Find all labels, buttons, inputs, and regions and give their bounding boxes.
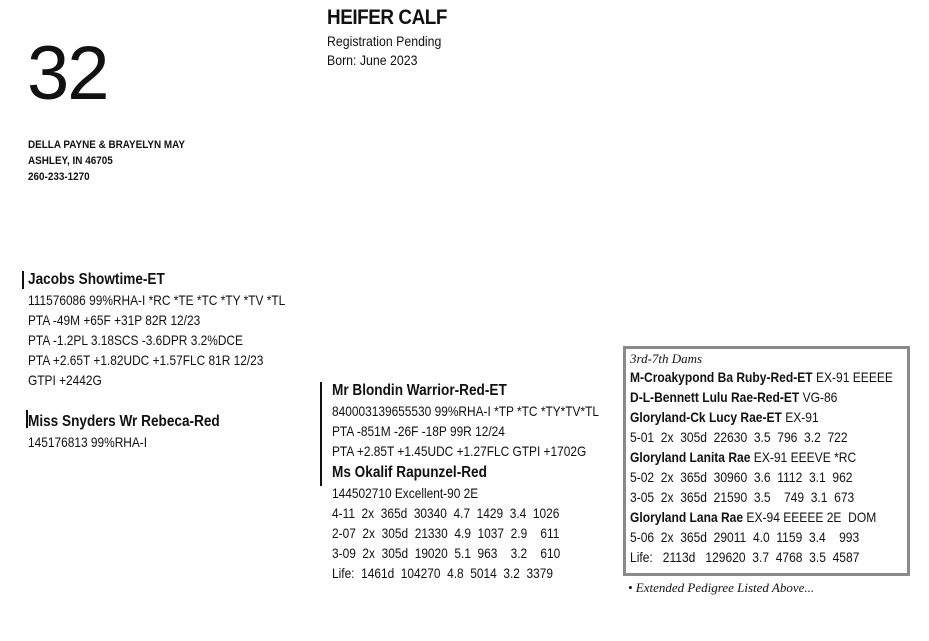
animal-title: HEIFER CALF: [327, 6, 447, 29]
registration-status: Registration Pending: [327, 33, 442, 49]
dam-of-sire-name: Miss Snyders Wr Rebeca-Red: [28, 413, 220, 430]
sire-of-sire-line: GTPI +2442G: [28, 372, 102, 388]
lot-number: 32: [27, 31, 108, 116]
sire-line: PTA +2.85T +1.45UDC +1.27FLC GTPI +1702G: [332, 443, 587, 459]
sire-line: 840003139655530 99%RHA-I *TP *TC *TY*TV*TL: [332, 403, 600, 419]
sire-of-sire-line: PTA -49M +65F +31P 82R 12/23: [28, 312, 201, 328]
dam-record: 5-01 2x 305d 22630 3.5 796 3.2 722: [630, 429, 848, 445]
extended-dams-box: [623, 346, 910, 576]
dam-entry: Gloryland-Ck Lucy Rae-ET EX-91: [630, 409, 819, 425]
pedigree-footnote: • Extended Pedigree Listed Above...: [628, 580, 815, 595]
dam-record: Life: 2113d 129620 3.7 4768 3.5 4587: [630, 549, 860, 565]
sire-of-sire-name: Jacobs Showtime-ET: [28, 271, 165, 288]
dam-record: 5-02 2x 365d 30960 3.6 1112 3.1 962: [630, 469, 853, 485]
dams-heading: 3rd-7th Dams: [630, 351, 703, 366]
owner-phone: 260-233-1270: [28, 171, 90, 183]
dam-entry: D-L-Bennett Lulu Rae-Red-ET VG-86: [630, 389, 838, 405]
dam-record: 3-05 2x 365d 21590 3.5 749 3.1 673: [630, 489, 855, 505]
dam-record: 3-09 2x 305d 19020 5.1 963 3.2 610: [332, 545, 561, 561]
dam-name: Ms Okalif Rapunzel-Red: [332, 464, 487, 481]
dam-line: 144502710 Excellent-90 2E: [332, 485, 479, 501]
sire-block: [332, 381, 646, 461]
owner-name: DELLA PAYNE & BRAYELYN MAY: [28, 139, 185, 151]
dam-record: 5-06 2x 365d 29011 4.0 1159 3.4 993: [630, 529, 860, 545]
pedigree-bracket: [320, 382, 322, 486]
birth-date: Born: June 2023: [327, 52, 418, 68]
sire-of-sire-line: PTA +2.65T +1.82UDC +1.57FLC 81R 12/23: [28, 352, 264, 368]
sire-line: PTA -851M -26F -18P 99R 12/24: [332, 423, 505, 439]
sire-of-sire-line: PTA -1.2PL 3.18SCS -3.6DPR 3.2%DCE: [28, 332, 243, 348]
dam-record: Life: 1461d 104270 4.8 5014 3.2 3379: [332, 565, 553, 581]
dam-of-sire-block: [28, 412, 254, 452]
dam-record: 4-11 2x 365d 30340 4.7 1429 3.4 1026: [332, 505, 560, 521]
dam-entry: Gloryland Lanita Rae EX-91 EEEVE *RC: [630, 449, 857, 465]
dam-entry: Gloryland Lana Rae EX-94 EEEEE 2E DOM: [630, 509, 877, 525]
dam-block: [332, 463, 601, 583]
dam-entry: M-Croakypond Ba Ruby-Red-ET EX-91 EEEEE: [630, 369, 893, 385]
dam-of-sire-line: 145176813 99%RHA-I: [28, 434, 148, 450]
sire-of-sire-block: [28, 270, 331, 390]
pedigree-bracket: [22, 271, 24, 289]
owner-city: ASHLEY, IN 46705: [28, 155, 113, 167]
sire-name: Mr Blondin Warrior-Red-ET: [332, 382, 507, 399]
sire-of-sire-line: 111576086 99%RHA-I *RC *TE *TC *TY *TV *TL: [28, 292, 286, 308]
dam-record: 2-07 2x 305d 21330 4.9 1037 2.9 611: [332, 525, 560, 541]
